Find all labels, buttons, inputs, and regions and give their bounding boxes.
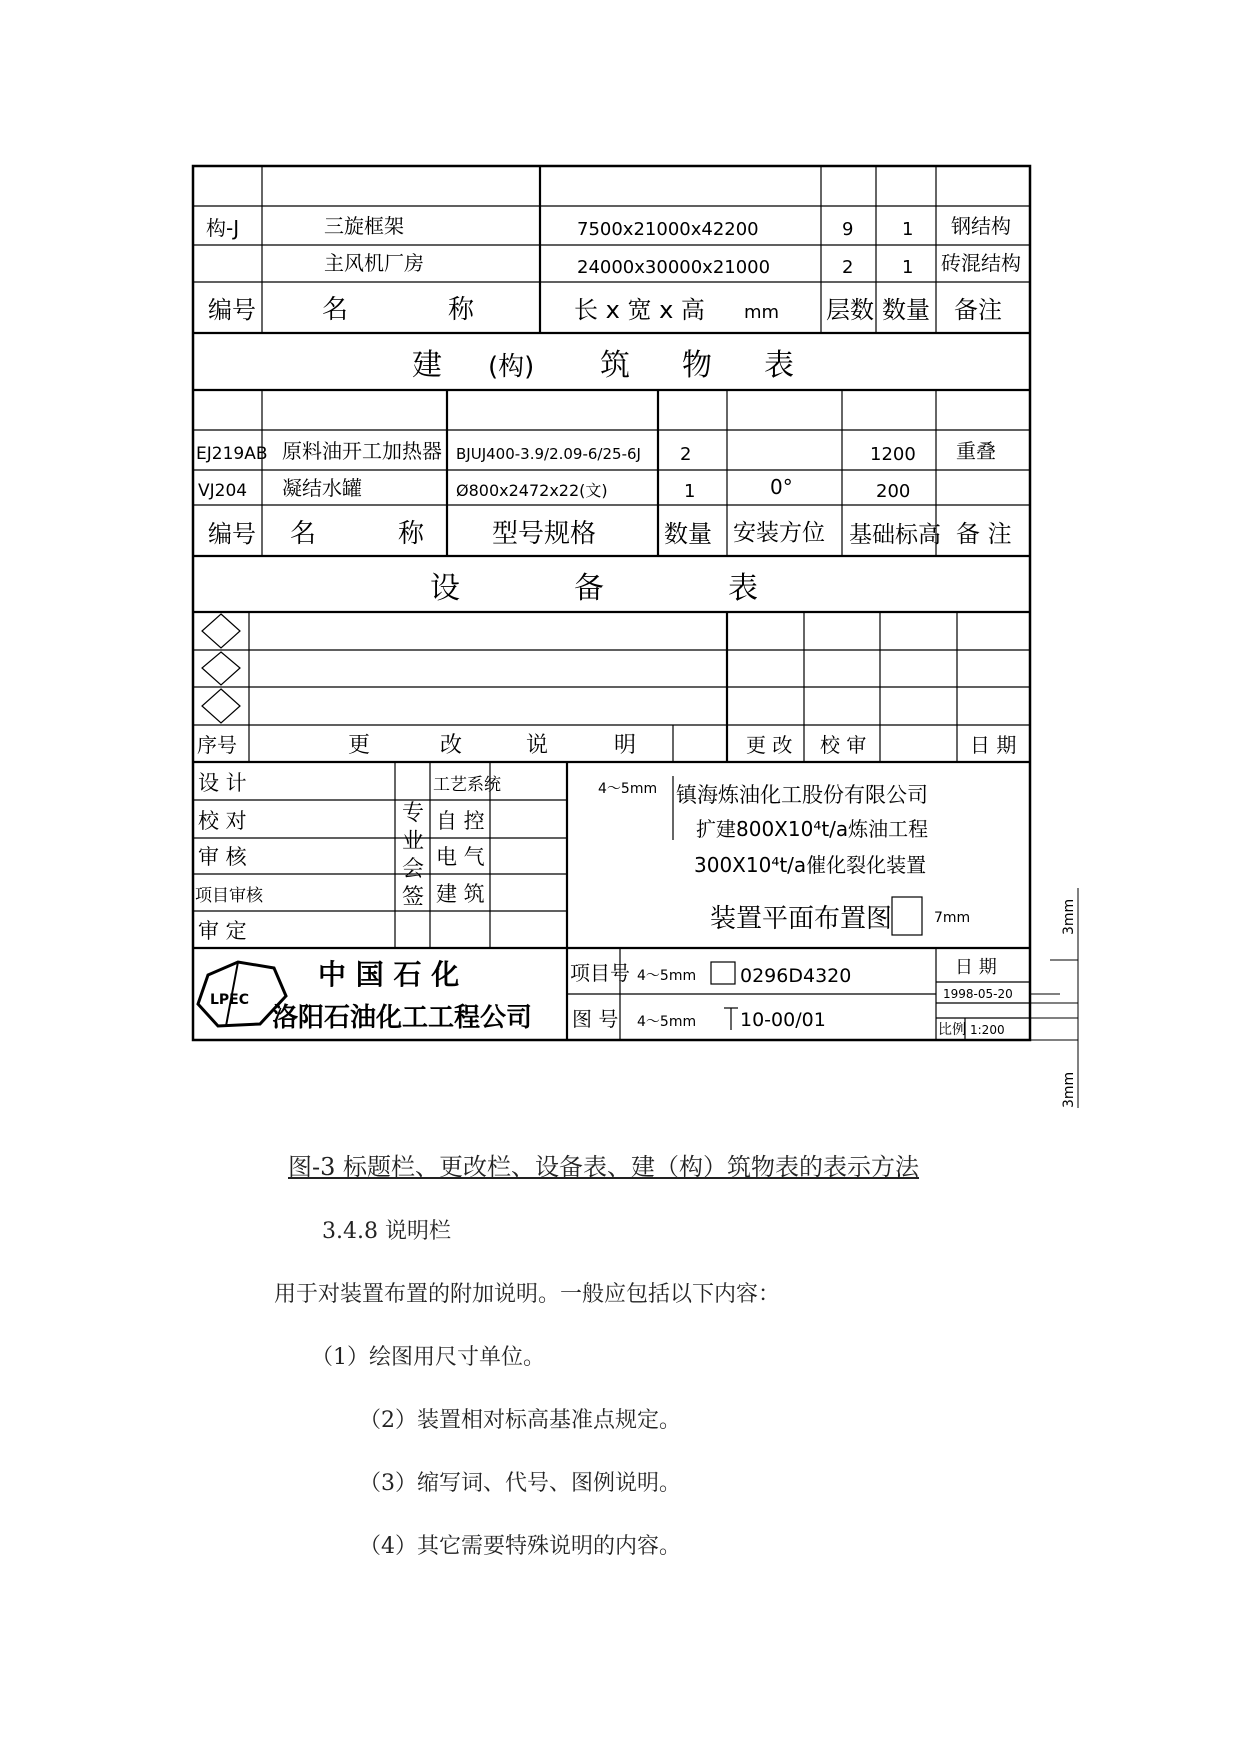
equip-header-qty: 数量 bbox=[664, 520, 712, 548]
rev-header-desc-1: 更 bbox=[348, 733, 371, 758]
discipline-control: 自 控 bbox=[436, 809, 485, 833]
equip-header-name-1: 名 bbox=[290, 519, 317, 549]
company-line-3: 300X10⁴t/a催化裂化装置 bbox=[694, 853, 927, 877]
equip-row2-orient: 0° bbox=[770, 475, 793, 499]
equip-row1-elev: 1200 bbox=[870, 444, 916, 465]
equip-header-note: 备 注 bbox=[956, 520, 1012, 548]
dim-7mm: 7mm bbox=[934, 910, 971, 926]
bldg-row2-floors: 2 bbox=[842, 257, 854, 278]
rev-header-desc-2: 改 bbox=[440, 733, 463, 758]
equip-header-no: 编号 bbox=[208, 520, 256, 548]
bldg-row1-no: 构-J bbox=[206, 216, 240, 240]
equip-row2-elev: 200 bbox=[876, 481, 911, 502]
bldg-header-qty: 数量 bbox=[882, 296, 930, 324]
equip-row1-note: 重叠 bbox=[956, 439, 996, 463]
equip-header-name-2: 称 bbox=[398, 519, 425, 549]
bldg-row1-dims: 7500x21000x42200 bbox=[577, 219, 759, 240]
countersign-char-2: 业 bbox=[402, 829, 425, 854]
role-design: 设 计 bbox=[198, 771, 247, 795]
equip-row2-model: Ø800x2472x22(文) bbox=[456, 481, 608, 500]
bldg-header-name-2: 称 bbox=[448, 295, 475, 325]
rev-header-changed: 更 改 bbox=[746, 733, 793, 757]
bldg-row1-floors: 9 bbox=[842, 219, 854, 240]
equip-header-orient: 安装方位 bbox=[733, 520, 825, 546]
rev-header-desc-3: 说 bbox=[526, 733, 549, 758]
role-project-review: 项目审核 bbox=[195, 886, 263, 906]
bldg-row2-name: 主风机厂房 bbox=[324, 251, 424, 275]
company-line-2: 扩建800X10⁴t/a炼油工程 bbox=[696, 817, 929, 841]
date-value: 1998-05-20 bbox=[943, 987, 1013, 1001]
bldg-header-no: 编号 bbox=[208, 296, 256, 324]
section-item-4: （4）其它需要特殊说明的内容。 bbox=[359, 1534, 681, 1559]
bldg-row1-note: 钢结构 bbox=[951, 214, 1011, 238]
bldg-row1-qty: 1 bbox=[902, 219, 914, 240]
dim-note-top: 4～5mm bbox=[598, 781, 658, 797]
equip-title-char-1: 设 bbox=[430, 571, 460, 606]
bldg-row2-note: 砖混结构 bbox=[941, 251, 1021, 275]
section-item-3: （3）缩写词、代号、图例说明。 bbox=[359, 1471, 681, 1496]
role-review: 审 核 bbox=[198, 845, 247, 869]
company-line-1: 镇海炼油化工股份有限公司 bbox=[676, 783, 928, 807]
dim-3mm-top: 3mm bbox=[1061, 898, 1077, 935]
discipline-civil: 建 筑 bbox=[436, 882, 485, 906]
equip-header-elev: 基础标高 bbox=[849, 522, 941, 548]
bldg-title-char-3: 筑 bbox=[600, 348, 630, 383]
bldg-title-char-1: 建 bbox=[412, 348, 442, 383]
scale-label: 比例 bbox=[938, 1022, 966, 1038]
rev-header-seq: 序号 bbox=[197, 733, 237, 757]
rev-header-date: 日 期 bbox=[970, 733, 1017, 757]
bldg-row1-name: 三旋框架 bbox=[324, 214, 404, 238]
equip-title-char-3: 表 bbox=[728, 571, 758, 606]
date-label: 日 期 bbox=[955, 957, 997, 978]
section-intro: 用于对装置布置的附加说明。一般应包括以下内容： bbox=[274, 1282, 781, 1307]
section-item-1: （1）绘图用尺寸单位。 bbox=[311, 1345, 545, 1370]
bldg-header-unit: mm bbox=[744, 302, 780, 323]
equip-row1-no: EJ219AB bbox=[196, 444, 268, 464]
equip-row2-name: 凝结水罐 bbox=[282, 476, 362, 500]
equip-row2-qty: 1 bbox=[684, 481, 696, 502]
countersign-char-1: 专 bbox=[402, 801, 425, 826]
role-check: 校 对 bbox=[198, 809, 247, 833]
project-no-value: 0296D4320 bbox=[740, 965, 852, 987]
rev-header-desc-4: 明 bbox=[614, 733, 637, 758]
countersign-char-3: 会 bbox=[402, 857, 425, 882]
equip-title-char-2: 备 bbox=[574, 571, 604, 606]
bldg-header-name-1: 名 bbox=[322, 295, 349, 325]
discipline-electrical: 电 气 bbox=[436, 845, 485, 869]
section-heading: 3.4.8 说明栏 bbox=[322, 1219, 451, 1244]
bldg-title-char-2: (构) bbox=[488, 352, 535, 382]
drawing-no-label: 图 号 bbox=[572, 1007, 619, 1031]
equip-row1-model: BJUJ400-3.9/2.09-6/25-6J bbox=[456, 445, 641, 463]
bldg-header-note: 备注 bbox=[954, 296, 1002, 324]
equip-row1-name: 原料油开工加热器 bbox=[282, 439, 442, 463]
org-line-2: 洛阳石油化工工程公司 bbox=[272, 1003, 533, 1033]
project-no-label: 项目号 bbox=[570, 961, 630, 985]
equip-header-model: 型号规格 bbox=[492, 519, 597, 549]
drawing-title: 装置平面布置图 bbox=[710, 904, 893, 934]
bldg-title-char-5: 表 bbox=[764, 348, 794, 383]
equip-row1-qty: 2 bbox=[680, 444, 692, 465]
section-item-2: （2）装置相对标高基准点规定。 bbox=[359, 1408, 681, 1433]
bldg-header-floors: 层数 bbox=[826, 296, 874, 324]
bldg-row2-dims: 24000x30000x21000 bbox=[577, 257, 771, 278]
discipline-process: 工艺系统 bbox=[433, 775, 501, 795]
drawing-no-dim: 4～5mm bbox=[637, 1014, 697, 1030]
dim-3mm-bottom: 3mm bbox=[1061, 1071, 1077, 1108]
project-no-dim: 4～5mm bbox=[637, 968, 697, 984]
bldg-title-char-4: 物 bbox=[682, 348, 712, 383]
drawing-no-value: 10-00/01 bbox=[740, 1009, 826, 1031]
scale-value: 1:200 bbox=[970, 1023, 1005, 1037]
figure-caption: 图-3 标题栏、更改栏、设备表、建（构）筑物表的表示方法 bbox=[288, 1153, 920, 1181]
lpec-logo: LPEC bbox=[210, 992, 250, 1008]
equip-row2-no: VJ204 bbox=[198, 481, 248, 501]
role-approve: 审 定 bbox=[198, 919, 247, 943]
org-line-1: 中 国 石 化 bbox=[318, 958, 460, 991]
bldg-header-dims: 长 x 宽 x 高 bbox=[574, 296, 705, 324]
countersign-char-4: 签 bbox=[402, 885, 425, 910]
bldg-row2-qty: 1 bbox=[902, 257, 914, 278]
rev-header-checked: 校 审 bbox=[820, 733, 867, 757]
